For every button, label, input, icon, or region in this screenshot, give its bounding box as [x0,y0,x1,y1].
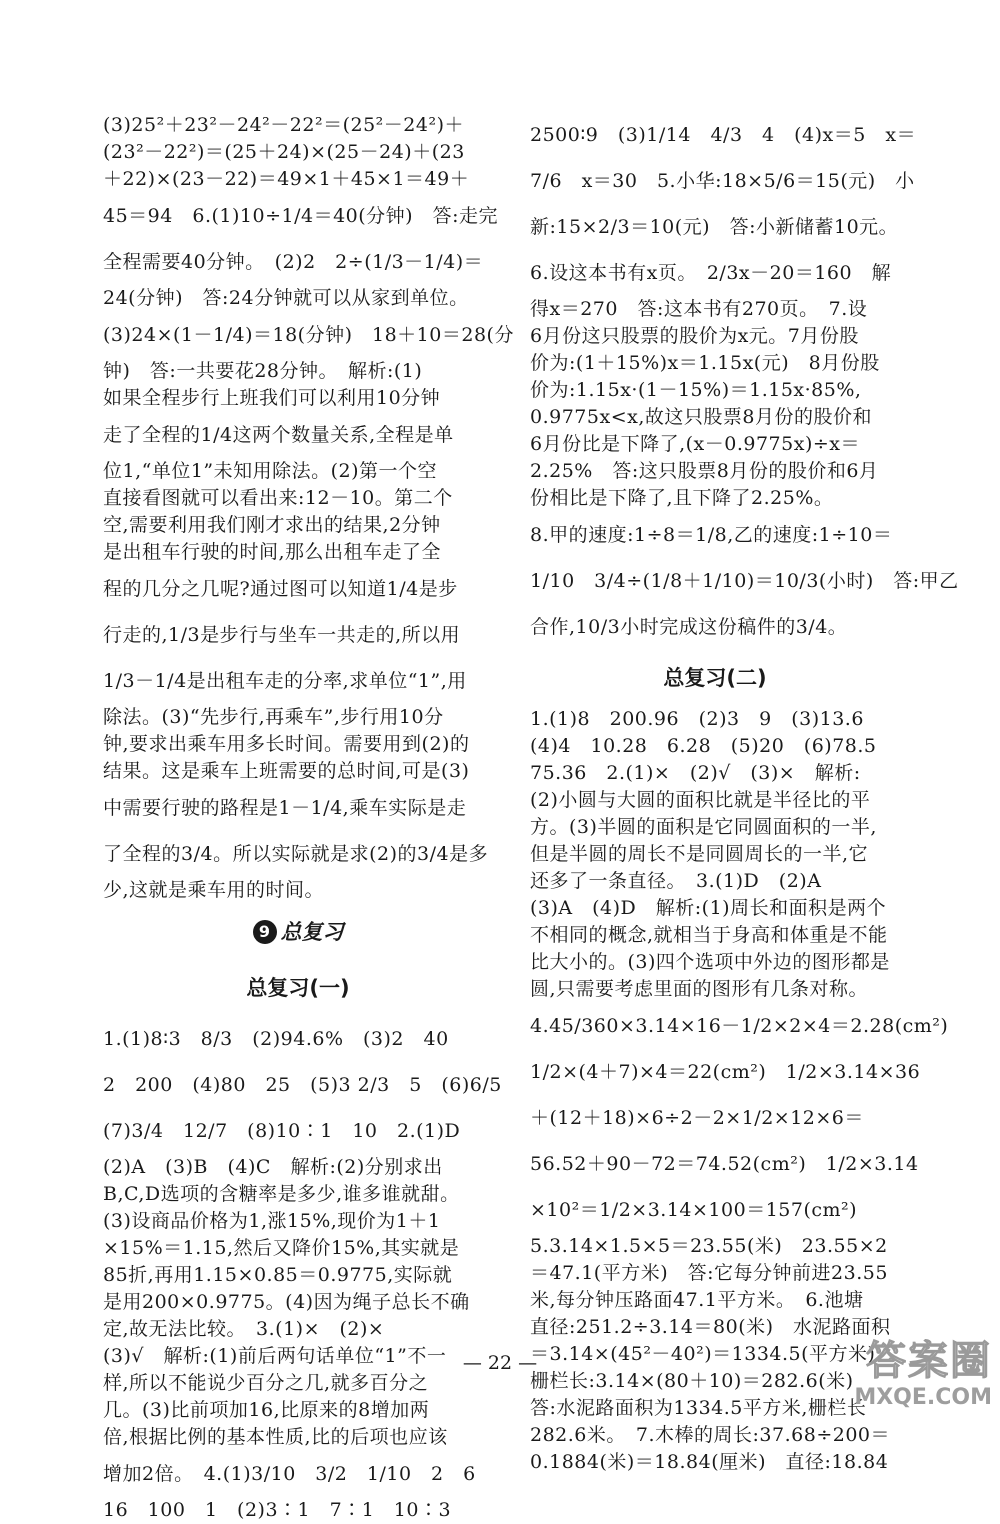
text-line: ×15%＝1.15,然后又降价15%,其实就是 [103,1237,460,1259]
text-line: 2 200 (4)80 25 (5)3 2/3 5 (6)6/5 [103,1074,502,1096]
text-line: 程的几分之几呢?通过图可以知道1/4是步 [103,578,458,600]
text-line: (2)A (3)B (4)C 解析:(2)分别求出 [103,1156,443,1178]
text-line: 1.(1)8 200.96 (2)3 9 (3)13.6 [530,708,864,730]
text-line: 2500∶9 (3)1/14 4/3 4 (4)x＝5 x＝ [530,124,917,146]
text-line: 增加2倍。 4.(1)3/10 3/2 1/10 2 6 [103,1463,476,1485]
text-line: (3)设商品价格为1,涨15%,现价为1＋1 [103,1210,441,1232]
text-line: 新:15×2/3＝10(元) 答:小新储蓄10元。 [530,216,899,238]
text-line: 6月份比是下降了,(x－0.9775x)÷x＝ [530,433,861,455]
text-line: 1/3－1/4是出租车走的分率,求单位“1”,用 [103,670,467,692]
chapter-title: 总复习 [280,920,344,944]
text-line: 定,故无法比较。 3.(1)× (2)× [103,1318,385,1340]
text-line: 56.52＋90－72＝74.52(cm²) 1/2×3.14 [530,1153,919,1175]
text-line: 答:水泥路面积为1334.5平方米,栅栏长 [530,1397,867,1419]
text-line: 但是半圆的周长不是同圆周长的一半,它 [530,843,869,865]
text-line: 价为:(1＋15%)x＝1.15x(元) 8月份股 [530,352,880,374]
text-line: 样,所以不能说少百分之几,就多百分之 [103,1372,429,1394]
text-line: 走了全程的1/4这两个数量关系,全程是单 [103,424,454,446]
text-line: 是出租车行驶的时间,那么出租车走了全 [103,541,442,563]
text-line: (3)25²＋23²－24²－22²＝(25²－24²)＋ [103,114,464,136]
text-line: ＝47.1(平方米) 答:它每分钟前进23.55 [530,1262,888,1284]
text-line: 份相比是下降了,且下降了2.25%。 [530,487,834,509]
text-line: 空,需要利用我们刚才求出的结果,2分钟 [103,514,441,536]
text-line: (3)24×(1－1/4)＝18(分钟) 18＋10＝28(分 [103,324,514,346]
text-line: ＋(12＋18)×6÷2－2×1/2×12×6＝ [530,1107,864,1129]
text-line: ＝3.14×(45²－40²)＝1334.5(平方米) [530,1343,876,1365]
text-line: (7)3/4 12/7 (8)10∶1 10 2.(1)D [103,1120,461,1142]
text-line: 得x＝270 答:这本书有270页。 7.设 [530,298,868,320]
left-column [103,112,514,1524]
chapter-heading [103,904,493,960]
text-line: (23²－22²)＝(25＋24)×(25－24)＋(23 [103,141,465,163]
text-line: 如果全程步行上班我们可以利用10分钟 [103,387,441,409]
text-line: 16 100 1 (2)3∶1 7∶1 10∶3 [103,1499,452,1521]
section-1-title: 总复习(一) [246,976,350,1000]
text-line: ＋22)×(23－22)＝49×1＋45×1＝49＋ [103,168,470,190]
text-line: 钟) 答:一共要花28分钟。 解析:(1) [103,360,423,382]
text-line: 1/10 3/4÷(1/8＋1/10)＝10/3(小时) 答:甲乙 [530,570,959,592]
section-2-title: 总复习(二) [663,666,767,690]
text-line: 不相同的概念,就相当于身高和体重是不能 [530,924,888,946]
text-line: 直接看图就可以看出来:12－10。第二个 [103,487,453,509]
watermark-url: MXQE.COM [854,1385,992,1410]
text-line: 6月份这只股票的股价为x元。7月份股 [530,325,859,347]
text-line: 位1,“单位1”未知用除法。(2)第一个空 [103,460,438,482]
text-line: 0.9775x<x,故这只股票8月份的股价和 [530,406,872,428]
text-line: 2.25% 答:这只股票8月份的股价和6月 [530,460,879,482]
text-line: (4)4 10.28 6.28 (5)20 (6)78.5 [530,735,877,757]
text-line: 价为:1.15x·(1－15%)＝1.15x·85%, [530,379,862,401]
text-line: 合作,10/3小时完成这份稿件的3/4。 [530,616,848,638]
watermark-logo [812,1338,992,1422]
text-line: 少,这就是乘车用的时间。 [103,879,325,901]
text-line: 0.1884(米)＝18.84(厘米) 直径:18.84 [530,1451,889,1473]
text-line: 结果。这是乘车上班需要的总时间,可是(3) [103,760,470,782]
text-line: 直径:251.2÷3.14＝80(米) 水泥路面积 [530,1316,891,1338]
text-line: (3)A (4)D 解析:(1)周长和面积是两个 [530,897,887,919]
text-line: 4.45/360×3.14×16－1/2×2×4＝2.28(cm²) [530,1015,949,1037]
watermark-logo-text: 答案圈 [866,1338,992,1384]
text-line: 45＝94 6.(1)10÷1/4＝40(分钟) 答:走完 [103,205,498,227]
text-line: (3)√ 解析:(1)前后两句话单位“1”不一 [103,1345,447,1367]
text-line: 圆,只需要考虑里面的图形有几条对称。 [530,978,869,1000]
text-line: 7/6 x＝30 5.小华:18×5/6＝15(元) 小 [530,170,915,192]
text-line: 方。(3)半圆的面积是它同圆面积的一半, [530,816,877,838]
text-line: 85折,再用1.15×0.85＝0.9775,实际就 [103,1264,453,1286]
text-line: 24(分钟) 答:24分钟就可以从家到单位。 [103,287,469,309]
text-line: 5.3.14×1.5×5＝23.55(米) 23.55×2 [530,1235,888,1257]
chapter-number: 9 [253,920,277,944]
text-line: 倍,根据比例的基本性质,比的后项也应该 [103,1426,448,1448]
text-line: 米,每分钟压路面47.1平方米。 6.池塘 [530,1289,864,1311]
text-line: 栅栏长:3.14×(80＋10)＝282.6(米) [530,1370,854,1392]
text-line: 钟,要求出乘车用多长时间。需要用到(2)的 [103,733,470,755]
text-line: 几。(3)比前项加16,比原来的8增加两 [103,1399,430,1421]
page-number: — 22 — [462,1352,538,1374]
text-line: (2)小圆与大圆的面积比就是半径比的平 [530,789,871,811]
text-line: 282.6米。 7.木棒的周长:37.68÷200＝ [530,1424,891,1446]
text-line: 比大小的。(3)四个选项中外边的图形都是 [530,951,890,973]
text-line: 6.设这本书有x页。 2/3x－20＝160 解 [530,262,892,284]
text-line: ×10²＝1/2×3.14×100＝157(cm²) [530,1199,858,1221]
text-line: 是用200×0.9775。(4)因为绳子总长不确 [103,1291,470,1313]
text-line: 了全程的3/4。所以实际就是求(2)的3/4是多 [103,843,489,865]
text-line: 75.36 2.(1)× (2)√ (3)× 解析: [530,762,861,784]
text-line: 中需要行驶的路程是1－1/4,乘车实际是走 [103,797,467,819]
text-line: 行走的,1/3是步行与坐车一共走的,所以用 [103,624,461,646]
text-line: 8.甲的速度:1÷8＝1/8,乙的速度:1÷10＝ [530,524,893,546]
text-line: 1/2×(4＋7)×4＝22(cm²) 1/2×3.14×36 [530,1061,921,1083]
text-line: 全程需要40分钟。 (2)2 2÷(1/3－1/4)＝ [103,251,484,273]
text-line: B,C,D选项的含糖率是多少,谁多谁就甜。 [103,1183,460,1205]
text-line: 1.(1)8∶3 8/3 (2)94.6% (3)2 40 [103,1028,449,1050]
text-line: 还多了一条直径。 3.(1)D (2)A [530,870,822,892]
text-line: 除法。(3)“先步行,再乘车”,步行用10分 [103,706,444,728]
